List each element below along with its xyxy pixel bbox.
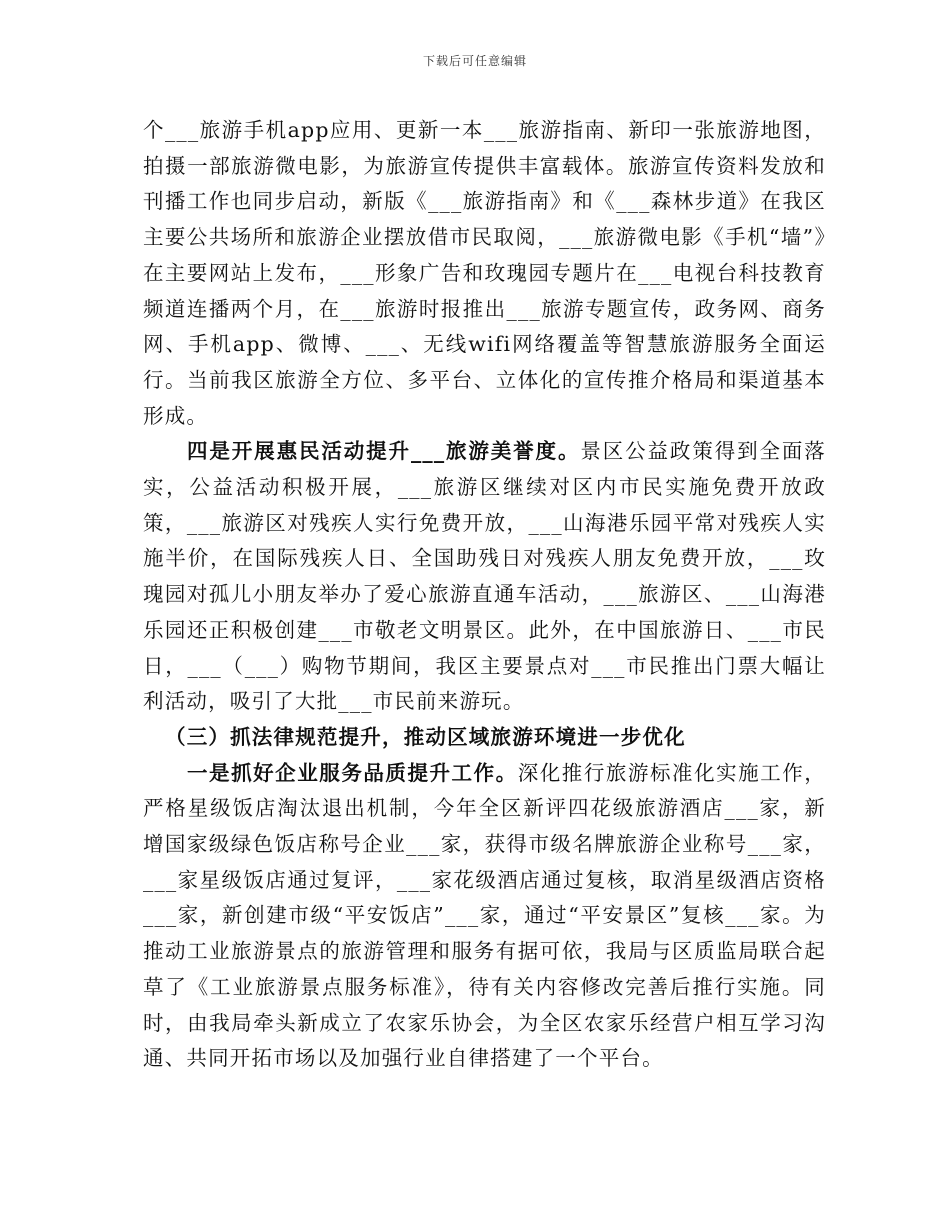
paragraph-lead-heading: 一是抓好企业服务品质提升工作。 <box>187 760 518 785</box>
paragraph-lead-heading: 四是开展惠民活动提升___旅游美誉度。 <box>187 439 581 464</box>
paragraph-text: 景区公益政策得到全面落实，公益活动积极开展，___旅游区继续对区内市民实施免费开放政策，___旅游区对残疾人实行免费开放，___山海港乐园平常对残疾人实施半价，在国际残疾人日、全国助残日对残疾人朋友免费开放，___玫瑰园对孤儿小朋友举办了爱心旅游直通车活动，___旅游区、___山海港乐园还正积极创建___市敬老文明景区。此外，在中国旅游日、___市民日，___（___）购物节期间，我区主要景点对___市民推出门票大幅让利活动，吸引了大批___市民前来游玩。 <box>143 439 826 714</box>
section-heading: （三）抓法律规范提升，推动区域旅游环境进一步优化 <box>165 724 686 749</box>
paragraph-public-benefit <box>143 434 826 720</box>
paragraph-promotion-continued: 个___旅游手机app应用、更新一本___旅游指南、新印一张旅游地图，拍摄一部旅游微电影，为旅游宣传提供丰富载体。旅游宣传资料发放和刊播工作也同步启动，新版《___旅游指南》和《___森林步道》在我区主要公共场所和旅游企业摆放借市民取阅，___旅游微电影《手机“墙”》在主要网站上发布，___形象广告和玫瑰园专题片在___电视台科技教育频道连播两个月，在___旅游时报推出___旅游专题宣传，政务网、商务网、手机app、微博、___、无线wifi网络覆盖等智慧旅游服务全面运行。当前我区旅游全方位、多平台、立体化的宣传推介格局和渠道基本形成。 <box>143 118 826 428</box>
document-body <box>143 113 826 1077</box>
page-header: 下载后可任意编辑 <box>422 54 527 68</box>
paragraph-service-quality <box>143 756 826 1077</box>
paragraph-text: 深化推行旅游标准化实施工作，严格星级饭店淘汰退出机制，今年全区新评四花级旅游酒店___家，新增国家级绿色饭店称号企业___家，获得市级名牌旅游企业称号___家，___家星级饭店通过复评，___家花级酒店通过复核，取消星级酒店资格___家，新创建市级“平安饭店”___家，通过“平安景区”复核___家。为推动工业旅游景点的旅游管理和服务有据可依，我局与区质监局联合起草了《工业旅游景点服务标准》，待有关内容修改完善后推行实施。同时，由我局牵头新成立了农家乐协会，为全区农家乐经营户相互学习沟通、共同开拓市场以及加强行业自律搭建了一个平台。 <box>143 760 827 1071</box>
